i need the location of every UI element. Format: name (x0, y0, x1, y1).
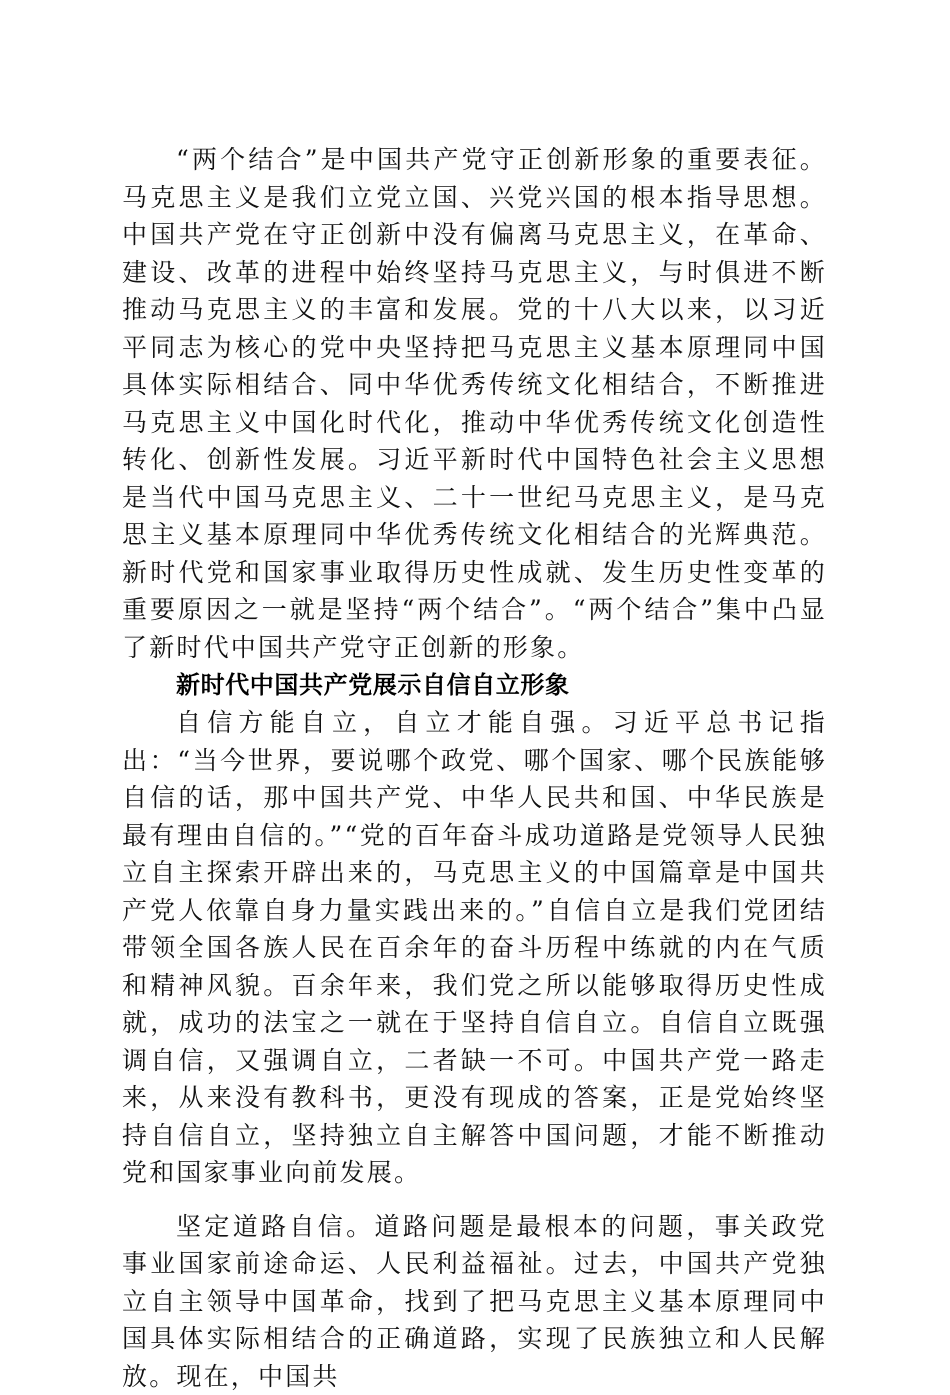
paragraph-spacer (122, 1192, 827, 1208)
document-body (122, 141, 827, 1395)
body-paragraph: 自信方能自立，自立才能自强。习近平总书记指出：“当今世界，要说哪个政党、哪个国家、哪个民族能够自信的话，那中国共产党、中华人民共和国、中华民族是最有理由自信的。”“党的百年奋斗成功道路是党领导人民独立自主探索开辟出来的，马克思主义的中国篇章是中国共产党人依靠自身力量实践出来的。”自信自立是我们党团结带领全国各族人民在百余年的奋斗历程中练就的内在气质和精神风貌。百余年来，我们党之所以能够取得历史性成就，成功的法宝之一就在于坚持自信自立。自信自立既强调自信，又强调自立，二者缺一不可。中国共产党一路走来，从来没有教科书，更没有现成的答案，正是党始终坚持自信自立，坚持独立自主解答中国问题，才能不断推动党和国家事业向前发展。 (122, 704, 827, 1192)
body-paragraph: “两个结合”是中国共产党守正创新形象的重要表征。马克思主义是我们立党立国、兴党兴国的根本指导思想。中国共产党在守正创新中没有偏离马克思主义，在革命、建设、改革的进程中始终坚持马克思主义，与时俱进不断推动马克思主义的丰富和发展。党的十八大以来，以习近平同志为核心的党中央坚持把马克思主义基本原理同中国具体实际相结合、同中华优秀传统文化相结合，不断推进马克思主义中国化时代化，推动中华优秀传统文化创造性转化、创新性发展。习近平新时代中国特色社会主义思想是当代中国马克思主义、二十一世纪马克思主义，是马克思主义基本原理同中华优秀传统文化相结合的光辉典范。新时代党和国家事业取得历史性成就、发生历史性变革的重要原因之一就是坚持“两个结合”。“两个结合”集中凸显了新时代中国共产党守正创新的形象。 (122, 141, 827, 666)
body-paragraph: 坚定道路自信。道路问题是最根本的问题，事关政党事业国家前途命运、人民利益福祉。过去，中国共产党独立自主领导中国革命，找到了把马克思主义基本原理同中国具体实际相结合的正确道路，实现了民族独立和人民解放。现在，中国共 (122, 1208, 827, 1395)
section-heading: 新时代中国共产党展示自信自立形象 (122, 666, 827, 704)
